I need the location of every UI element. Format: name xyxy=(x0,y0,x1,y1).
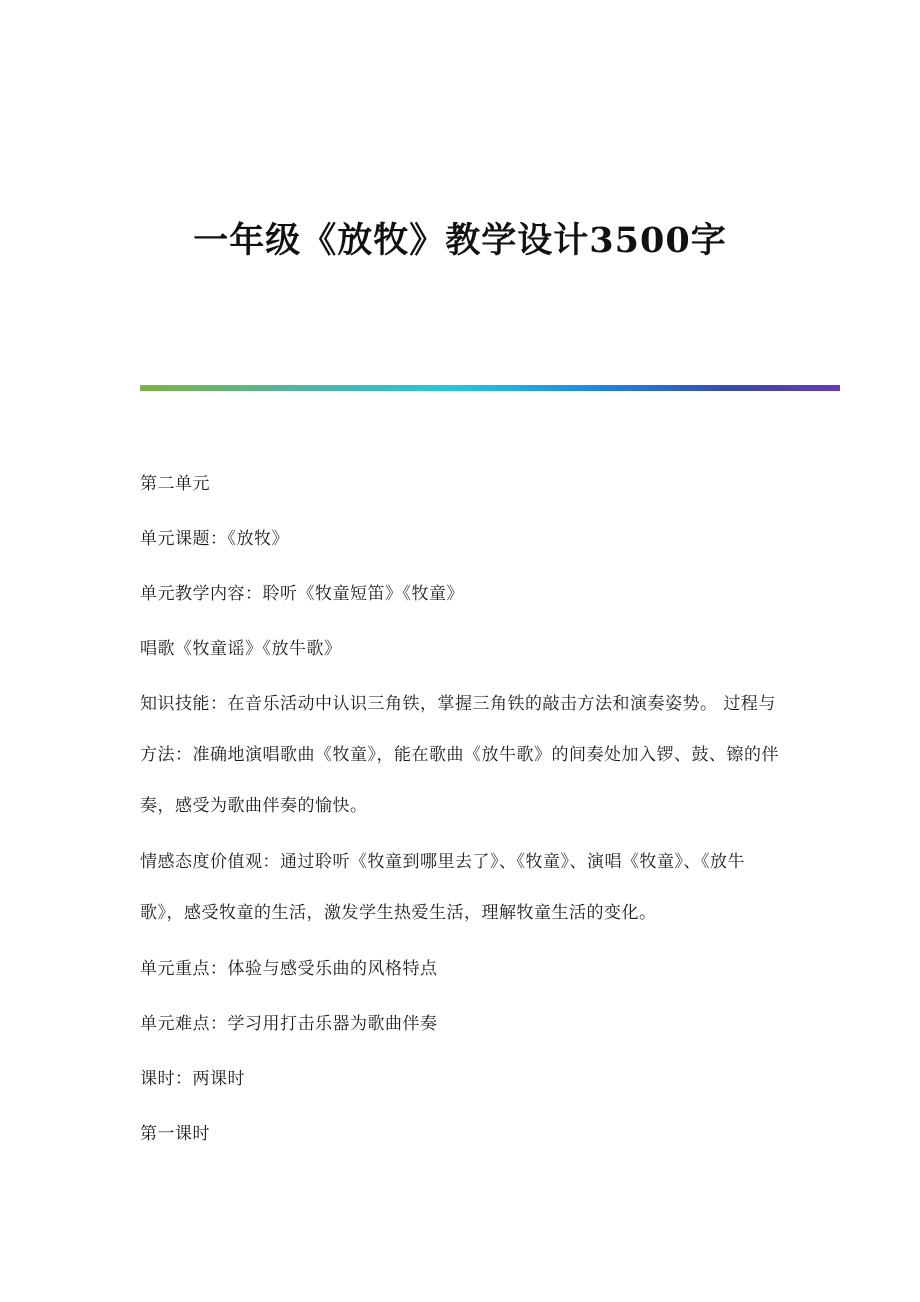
paragraph-unit-content: 单元教学内容：聆听《牧童短笛》《牧童》 xyxy=(140,584,464,604)
gradient-divider xyxy=(140,385,840,391)
paragraph-class-hours: 课时：两课时 xyxy=(140,1069,245,1089)
paragraph-first-lesson: 第一课时 xyxy=(140,1124,210,1144)
paragraph-key-points: 单元重点：体验与感受乐曲的风格特点 xyxy=(140,959,438,979)
paragraph-difficulties: 单元难点：学习用打击乐器为歌曲伴奏 xyxy=(140,1014,438,1034)
paragraph-knowledge-skills: 知识技能：在音乐活动中认识三角铁，掌握三角铁的敲击方法和演奏姿势。 过程与方法：准确地演唱歌曲《牧童》，能在歌曲《放牛歌》的间奏处加入锣、鼓、镲的伴奏，感受为歌曲伴奏的愉快。 xyxy=(140,694,779,816)
paragraph-emotion-values: 情感态度价值观：通过聆听《牧童到哪里去了》、《牧童》、演唱《牧童》、《放牛歌》，感受牧童的生活，激发学生热爱生活，理解牧童生活的变化。 xyxy=(140,852,745,923)
paragraph-unit: 第二单元 xyxy=(140,474,210,494)
paragraph-songs: 唱歌《牧童谣》《放牛歌》 xyxy=(140,639,342,659)
paragraph-unit-topic: 单元课题：《放牧》 xyxy=(140,529,289,549)
document-title: 一年级《放牧》教学设计3500字 xyxy=(193,220,727,261)
document-body xyxy=(140,470,785,1175)
